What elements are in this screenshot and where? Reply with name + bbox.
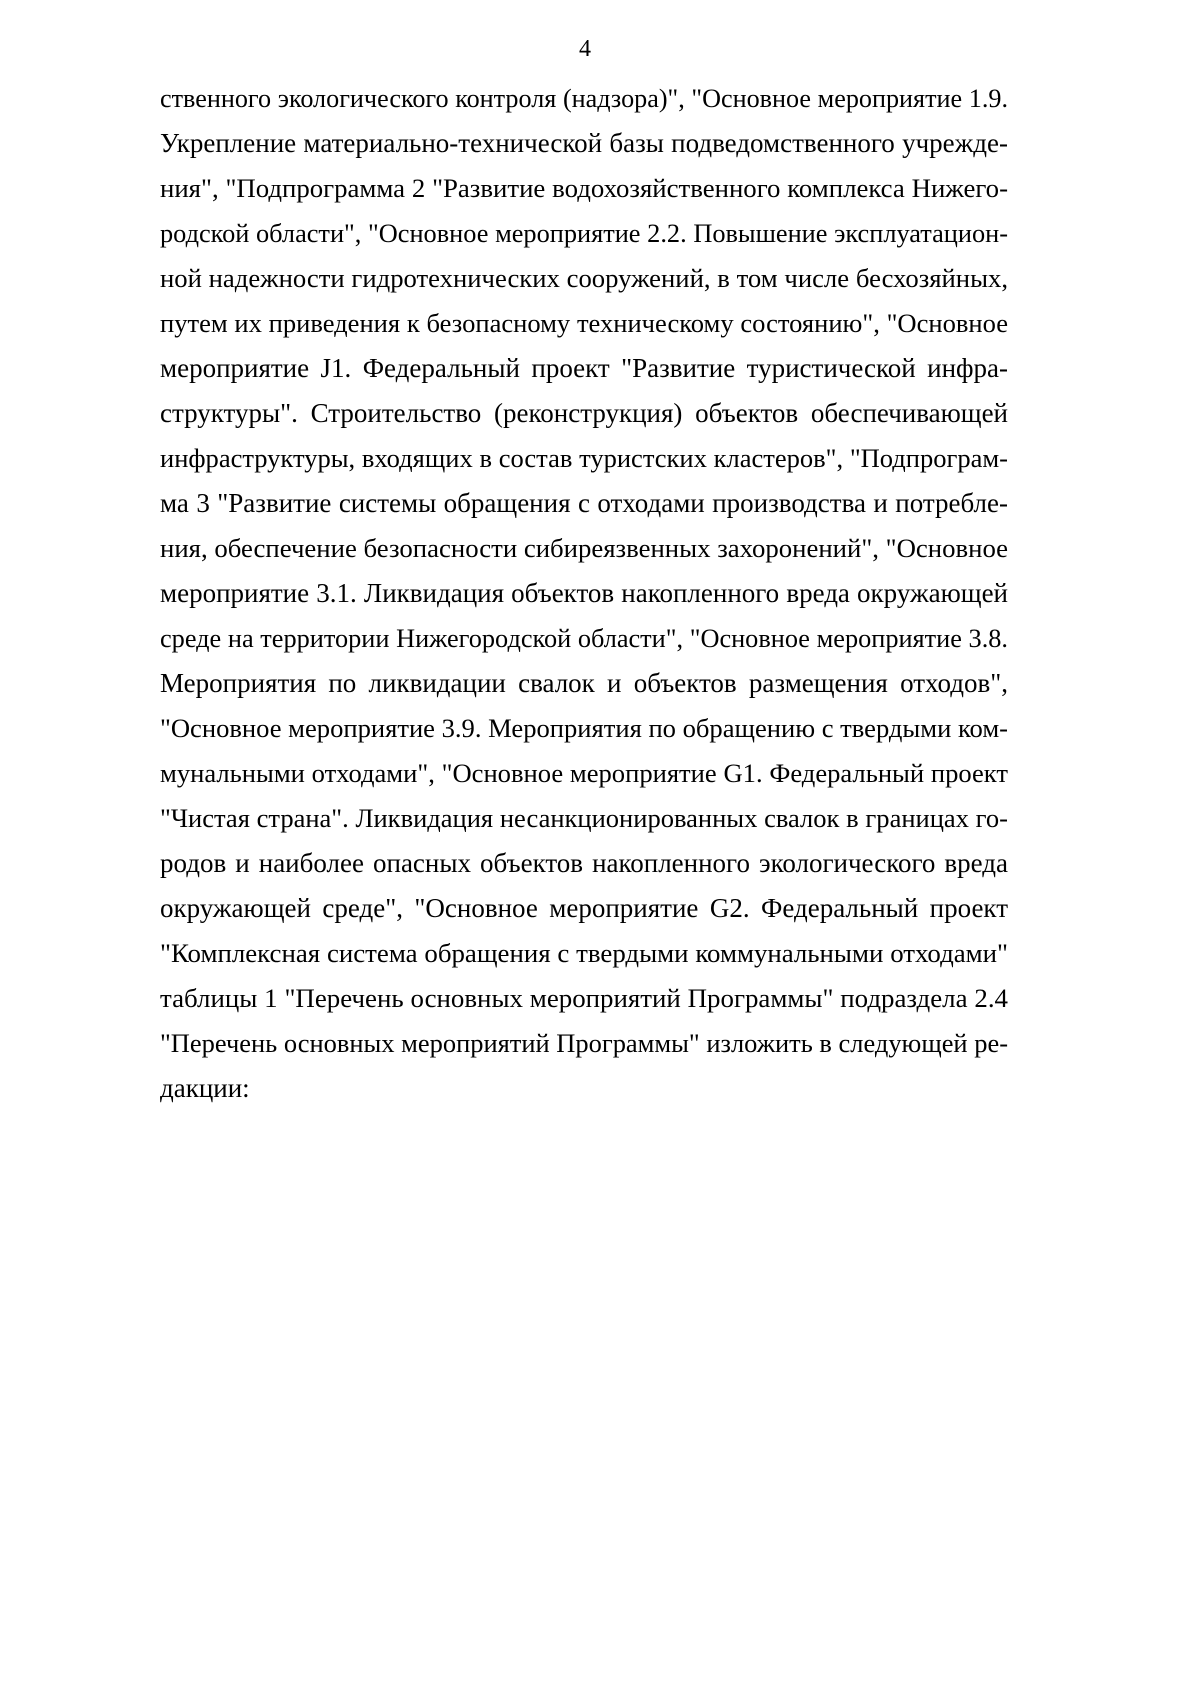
text-line: родской области", "Основное мероприятие 2.2. Повышение эксплуатацион- [160,219,1008,248]
text-line: ственного экологического контроля (надзора)", "Основное мероприятие 1.9. [160,84,1008,113]
text-line: Мероприятия по ликвидации свалок и объектов размещения отходов", [160,668,1008,698]
text-line: среде на территории Нижегородской области", "Основное мероприятие 3.8. [160,624,1008,653]
text-line: родов и наиболее опасных объектов накопленного экологического вреда [160,848,1008,878]
text-line: структуры". Строительство (реконструкция) объектов обеспечивающей [160,398,1008,428]
text-line: мероприятие J1. Федеральный проект "Развитие туристической инфра- [160,353,1008,383]
text-line: мероприятие 3.1. Ликвидация объектов накопленного вреда окружающей [160,578,1008,608]
text-line: "Чистая страна". Ликвидация несанкционированных свалок в границах го- [160,803,1008,833]
text-line: "Перечень основных мероприятий Программы" изложить в следующей ре- [160,1028,1008,1058]
text-line: ния", "Подпрограмма 2 "Развитие водохозяйственного комплекса Нижего- [160,173,1008,203]
text-line: таблицы 1 "Перечень основных мероприятий Программы" подраздела 2.4 [160,983,1008,1013]
text-line: "Основное мероприятие 3.9. Мероприятия по обращению с твердыми ком- [160,713,1008,743]
page-number: 4 [579,36,591,62]
body-text [160,76,1008,1111]
text-line: инфраструктуры, входящих в состав туристских кластеров", "Подпрограм- [160,443,1008,473]
text-line: "Комплексная система обращения с твердыми коммунальными отходами" [160,938,1008,968]
text-line: окружающей среде", "Основное мероприятие G2. Федеральный проект [160,893,1008,923]
text-line: ной надежности гидротехнических сооружений, в том числе бесхозяйных, [160,263,1008,293]
text-line: ния, обеспечение безопасности сибиреязвенных захоронений", "Основное [160,533,1009,563]
text-line: дакции: [160,1073,250,1103]
text-line: ма 3 "Развитие системы обращения с отходами производства и потребле- [160,488,1008,518]
text-line: Укрепление материально-технической базы подведомственного учрежде- [160,128,1008,158]
text-line: путем их приведения к безопасному техническому состоянию", "Основное [160,308,1008,338]
text-line: мунальными отходами", "Основное мероприятие G1. Федеральный проект [160,758,1008,788]
